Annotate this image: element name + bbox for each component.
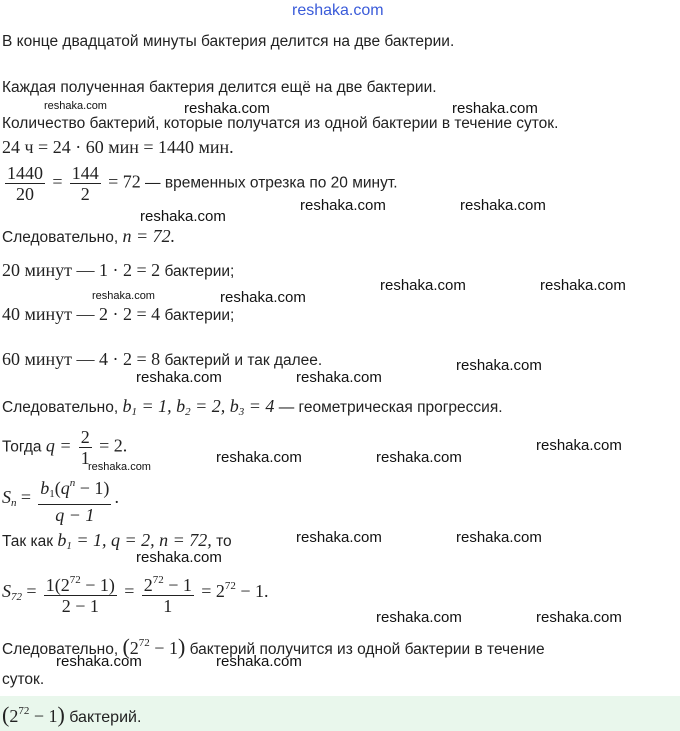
- watermark: reshaka.com: [296, 369, 382, 386]
- watermark: reshaka.com: [220, 289, 306, 306]
- watermark: reshaka.com: [540, 277, 626, 294]
- sum-formula: $S_n$ = $\frac{b_1(q^n - 1)}{q - 1}$ .: [2, 473, 119, 525]
- watermark: reshaka.com: [376, 449, 462, 466]
- watermark: reshaka.com: [296, 529, 382, 546]
- watermark: reshaka.com: [88, 461, 151, 473]
- watermark: reshaka.com: [452, 100, 538, 117]
- text-line-1: В конце двадцатой минуты бактерия делится на две бактерии.: [2, 33, 455, 50]
- watermark: reshaka.com: [136, 369, 222, 386]
- step-40: 40 минут — 2 · 2 = 4 бактерии;: [2, 304, 235, 324]
- progression-line: Следовательно, $b_1 = 1$, $b_2 = 2$, $b_3 = 4$ — геометрическая прогрессия.: [2, 396, 503, 418]
- equation-minutes: 24 ч = 24 · 60 мин = 1440 мин.: [2, 137, 234, 157]
- fraction: $\frac{144}{2}$: [71, 163, 99, 204]
- sum-72: $S_{72}$ = $\frac{1(2^{72} - 1)}{2 - 1}$ = $\frac{2^{72} - 1}{1}$ = $2^{72} - 1$.: [2, 570, 269, 616]
- text-line-n: Следовательно, n = 72.: [2, 226, 176, 246]
- conclusion-line: Следовательно, $(2^{72} - 1)$ бактерий получится из одной бактерии в течение: [2, 634, 545, 659]
- ratio-line: Тогда q = $\frac{2}{1}$ = 2.: [2, 427, 128, 468]
- watermark: reshaka.com: [456, 529, 542, 546]
- watermark: reshaka.com: [380, 277, 466, 294]
- watermark: reshaka.com: [140, 208, 226, 225]
- watermark: reshaka.com: [300, 197, 386, 214]
- watermark: reshaka.com: [92, 290, 155, 302]
- answer-box: $(2^{72} - 1)$ бактерий.: [0, 696, 680, 731]
- fraction: $\frac{2}{1}$: [80, 427, 90, 468]
- text-line-days: суток.: [2, 671, 45, 688]
- step-60: 60 минут — 4 · 2 = 8 бактерий и так далее.: [2, 349, 323, 369]
- text-line-2: Каждая полученная бактерия делится ещё на две бактерии.: [2, 79, 437, 96]
- step-20: 20 минут — 1 · 2 = 2 бактерии;: [2, 260, 235, 280]
- fraction: $\frac{1440}{20}$: [7, 163, 43, 204]
- site-link[interactable]: reshaka.com: [292, 2, 384, 19]
- watermark: reshaka.com: [460, 197, 546, 214]
- fraction: $\frac{b_1(q^n - 1)}{q - 1}$: [38, 473, 111, 525]
- watermark: reshaka.com: [376, 609, 462, 626]
- watermark: reshaka.com: [56, 653, 142, 670]
- fraction: $\frac{1(2^{72} - 1)}{2 - 1}$: [44, 570, 117, 616]
- watermark: reshaka.com: [536, 609, 622, 626]
- equation-intervals: $\frac{1440}{20}$ = $\frac{144}{2}$ = 72 — временных отрезка по 20 минут.: [7, 163, 398, 204]
- watermark: reshaka.com: [216, 449, 302, 466]
- watermark: reshaka.com: [184, 100, 270, 117]
- text-line-3: Количество бактерий, которые получатся из одной бактерии в течение суток.: [2, 115, 559, 132]
- watermark: reshaka.com: [456, 357, 542, 374]
- watermark: reshaka.com: [44, 100, 107, 112]
- watermark: reshaka.com: [216, 653, 302, 670]
- watermark: reshaka.com: [136, 549, 222, 566]
- given-line: Так как $b_1 = 1$, q = 2, n = 72, то: [2, 530, 232, 552]
- fraction: $\frac{2^{72} - 1}{1}$: [142, 570, 194, 616]
- watermark: reshaka.com: [536, 437, 622, 454]
